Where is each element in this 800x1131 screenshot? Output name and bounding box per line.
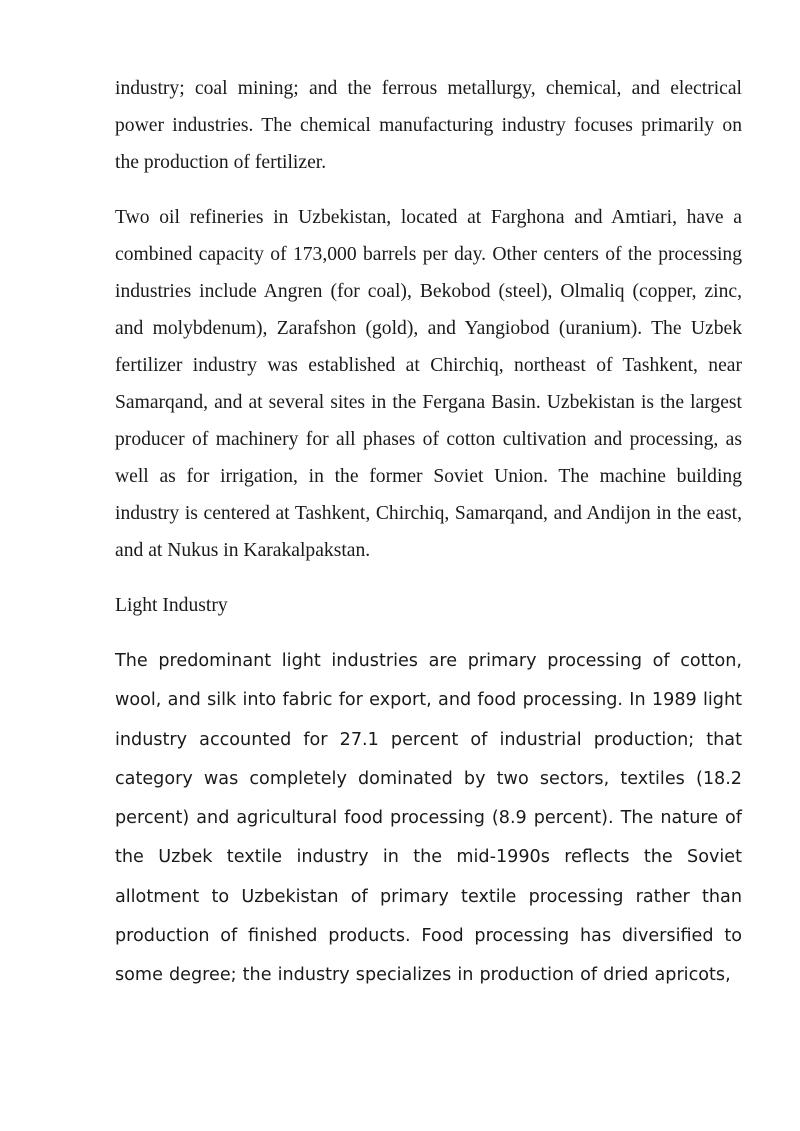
body-paragraph: The predominant light industries are primary processing of cotton, wool, and silk into fabric for export, and food processing. In 1989 light industry accounted for 27.1 percent of industrial production; that category was completely dominated by two sectors, textiles (18.2 percent) and agricultural food processing (8.9 percent). The nature of the Uzbek textile industry in the mid-1990s reflects the Soviet allotment to Uzbekistan of primary textile processing rather than production of finished products. Food processing has diversified to some degree; the industry specializes in production of dried apricots, xyxy=(115,651,742,986)
section-heading: Light Industry xyxy=(115,595,228,616)
body-paragraph: industry; coal mining; and the ferrous metallurgy, chemical, and electrical power industries. The chemical manufacturing industry focuses primarily on the production of fertilizer. xyxy=(115,78,742,173)
body-paragraph: Two oil refineries in Uzbekistan, located at Farghona and Amtiari, have a combined capacity of 173,000 barrels per day. Other centers of the processing industries include Angren (for coal), Bekobod (steel), Olmaliq (copper, zinc, and molybdenum), Zarafshon (gold), and Yangiobod (uranium). The Uzbek fertilizer industry was established at Chirchiq, northeast of Tashkent, near Samarqand, and at several sites in the Fergana Basin. Uzbekistan is the largest producer of machinery for all phases of cotton cultivation and processing, as well as for irrigation, in the former Soviet Union. The machine building industry is centered at Tashkent, Chirchiq, Samarqand, and Andijon in the east, and at Nukus in Karakalpakstan. xyxy=(115,207,742,561)
document-page xyxy=(115,70,742,996)
